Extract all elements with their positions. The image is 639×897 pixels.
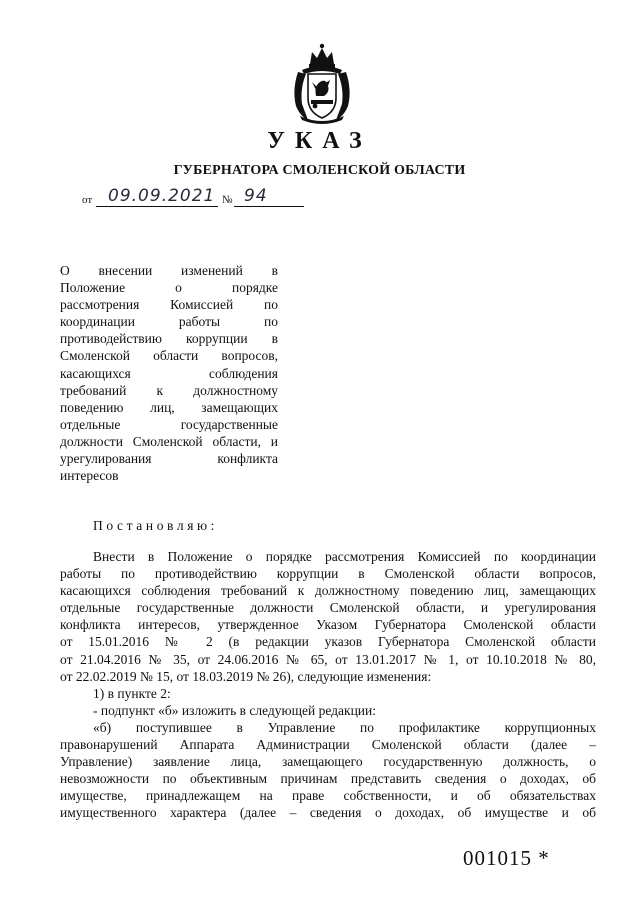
body-line: конфликта интересов, утвержденное Указом Губернатора Смоленской области (60, 617, 596, 633)
body-line: правонарушений Аппарата Администрации Смоленской области (далее – (60, 737, 596, 753)
body-line: «б) поступившее в Управление по профилактике коррупционных (93, 719, 596, 735)
subject-line: рассмотрения Комиссией по (60, 297, 278, 313)
body-text (60, 548, 596, 822)
body-line: от 21.04.2016 № 35, от 24.06.2016 № 65, от 13.01.2017 № 1, от 10.10.2018 № 80, (60, 651, 596, 667)
subject-block (60, 262, 278, 484)
body-line: 1) в пункте 2: (93, 685, 171, 701)
subject-line: координации работы по (60, 314, 278, 330)
document-title: УКАЗ (267, 128, 372, 154)
subject-line: требований к должностному (60, 382, 278, 398)
subject-line: отдельные государственные (60, 416, 278, 432)
form-serial-number: 001015 * (463, 846, 550, 870)
decree-word: Постановляю: (93, 518, 219, 533)
subject-line: касающихся соблюдения (60, 365, 278, 381)
subject-line: урегулирования конфликта (60, 451, 278, 467)
subject-line: должности Смоленской области, и (60, 433, 278, 449)
handwritten-date: 09.09.2021 (108, 186, 216, 206)
handwritten-number: 94 (244, 186, 268, 206)
number-underline (234, 206, 304, 207)
subject-line: поведению лиц, замещающих (60, 399, 278, 415)
body-line: отдельные государственные должности Смоленской области, и урегулирования (60, 600, 596, 616)
date-underline (96, 206, 218, 207)
body-line: работы по противодействию коррупции в Смоленской области вопросов, (60, 566, 596, 582)
document-subtitle: ГУБЕРНАТОРА СМОЛЕНСКОЙ ОБЛАСТИ (173, 163, 466, 178)
subject-line: О внесении изменений в (60, 263, 278, 278)
body-line: невозможности по объективным причинам представить сведения о доходах, об (60, 771, 596, 787)
number-label: № (222, 194, 233, 206)
body-line: имуществе, принадлежащем на праве собственности, и об обязательствах (60, 788, 596, 804)
coat-of-arms-emblem (288, 42, 356, 124)
body-line: - подпункт «б» изложить в следующей редакции: (93, 702, 377, 718)
subject-line: противодействию коррупции в (60, 331, 278, 347)
body-line: касающихся соблюдения требований к должностному поведению лиц, замещающих (60, 583, 596, 599)
subject-line: Смоленской области вопросов, (60, 348, 278, 364)
subject-line: Положение о порядке (60, 280, 278, 296)
body-line: Управление) заявление лица, замещающего государственную должность, о (60, 754, 596, 770)
body-line: имущественного характера (далее – сведения о доходах, об имуществе и об (60, 805, 596, 821)
body-line: от 22.02.2019 № 15, от 18.03.2019 № 26), следующие изменения: (60, 668, 432, 684)
body-line: от 15.01.2016 № 2 (в редакции указов Губернатора Смоленской области (60, 634, 596, 650)
subject-line: интересов (60, 468, 119, 484)
body-line: Внести в Положение о порядке рассмотрения Комиссией по координации (93, 549, 596, 564)
date-number-line (82, 188, 312, 208)
date-label: от (82, 194, 93, 206)
